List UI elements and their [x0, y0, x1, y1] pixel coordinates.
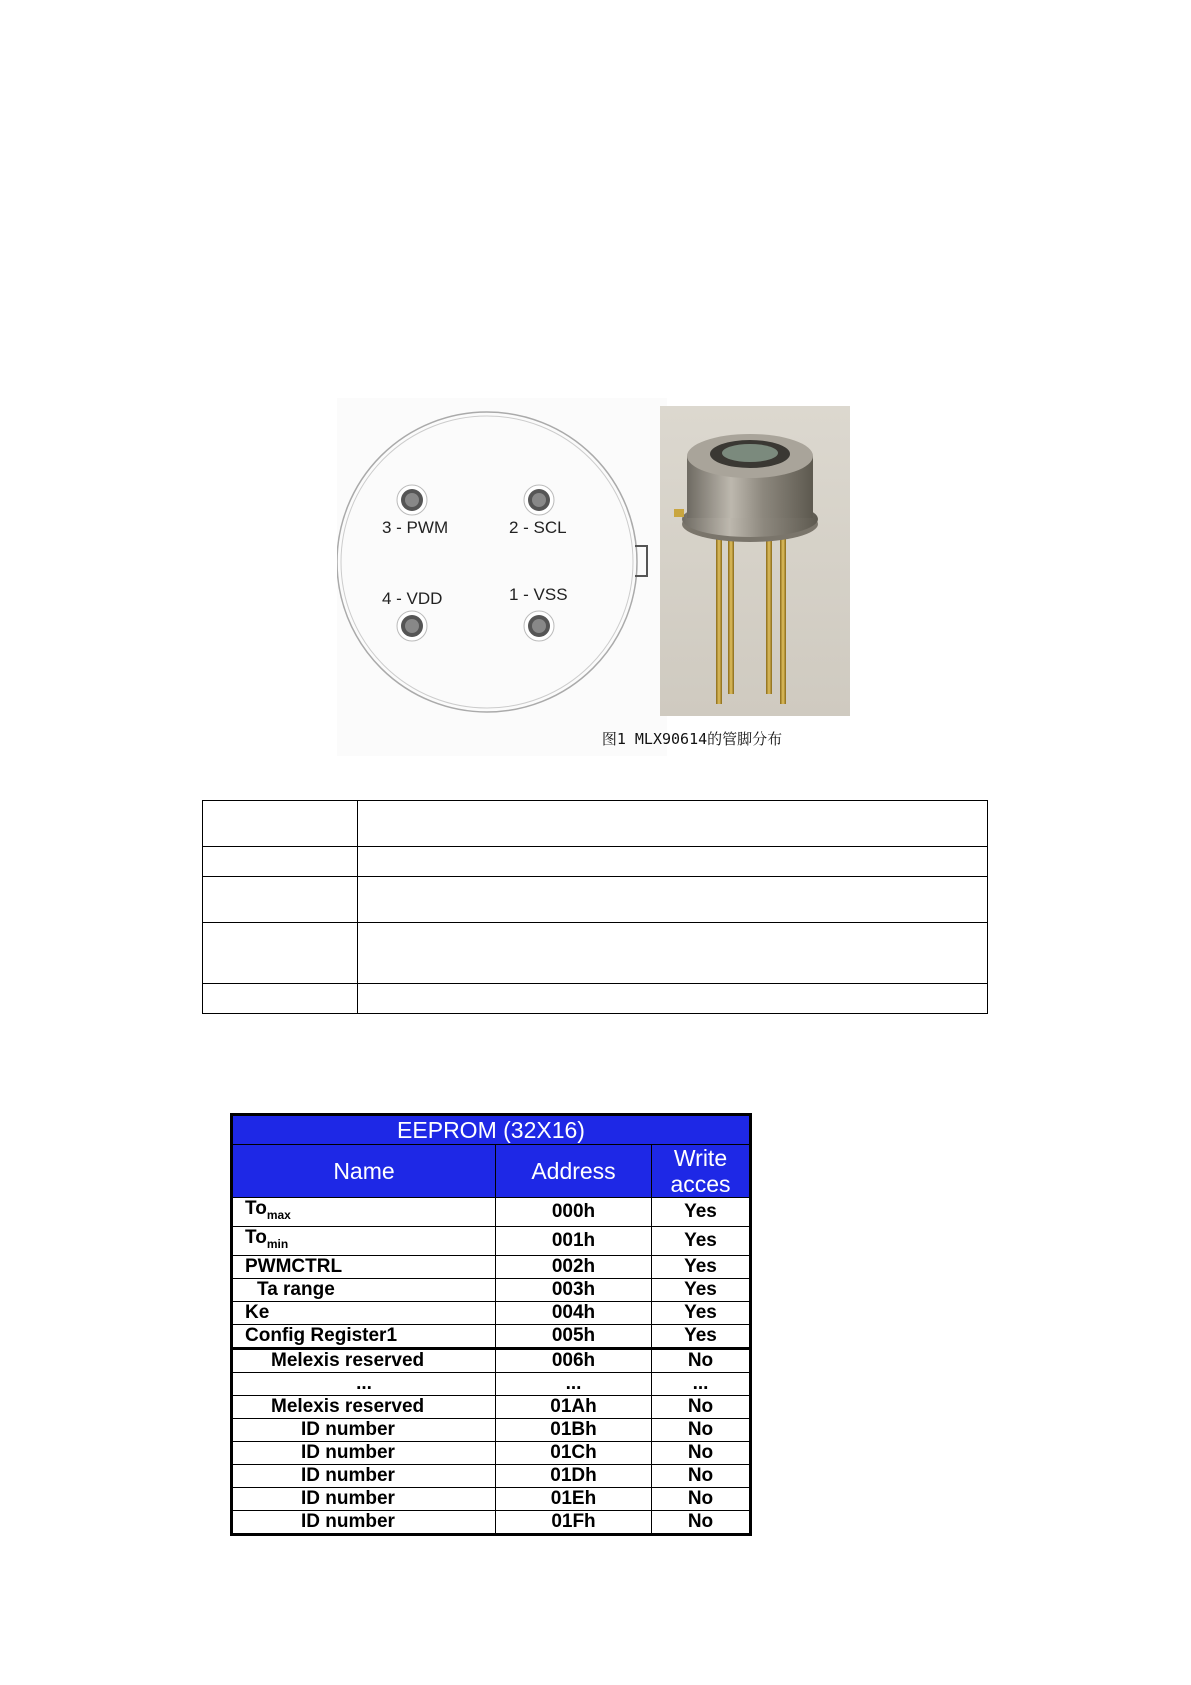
table-row: [232, 1441, 751, 1464]
table-row: [232, 1255, 751, 1278]
row-name: ...: [232, 1372, 496, 1395]
table-row: [232, 1418, 751, 1441]
table-cell: [358, 847, 988, 877]
pin-description-table: [202, 800, 988, 1014]
column-header-name: Name: [232, 1145, 496, 1198]
row-address: 001h: [496, 1226, 652, 1255]
row-name: Ke: [232, 1301, 496, 1324]
row-address: 01Fh: [496, 1510, 652, 1534]
pin-pad-1: [524, 611, 554, 641]
row-address: 004h: [496, 1301, 652, 1324]
row-name: $To_{max}$: [232, 1198, 496, 1227]
row-address: 01Ch: [496, 1441, 652, 1464]
row-address: ...: [496, 1372, 652, 1395]
package-outline-outer: [337, 412, 637, 712]
row-write-access: No: [652, 1487, 751, 1510]
row-write-access: Yes: [652, 1278, 751, 1301]
table-row: [232, 1395, 751, 1418]
table-cell: [358, 801, 988, 847]
row-name: ID number: [232, 1441, 496, 1464]
row-address: 01Bh: [496, 1418, 652, 1441]
pinout-figure: [337, 398, 867, 756]
row-name: PWMCTRL: [232, 1255, 496, 1278]
row-write-access: No: [652, 1348, 751, 1372]
table-row: [232, 1464, 751, 1487]
table-row: [232, 1301, 751, 1324]
row-name: ID number: [232, 1418, 496, 1441]
figure-caption: 图1 MLX90614的管脚分布: [601, 730, 783, 748]
column-header-address: Address: [496, 1145, 652, 1198]
package-outline-inner: [341, 416, 633, 708]
table-row: [232, 1510, 751, 1534]
table-cell: [358, 877, 988, 923]
row-name: Config Register1: [232, 1324, 496, 1348]
row-address: 01Ah: [496, 1395, 652, 1418]
table-cell: [203, 984, 358, 1014]
table-cell: [203, 801, 358, 847]
row-address: 002h: [496, 1255, 652, 1278]
table-row: [232, 1198, 751, 1227]
row-name: $To_{min}$: [232, 1226, 496, 1255]
row-write-access: No: [652, 1441, 751, 1464]
row-write-access: Yes: [652, 1324, 751, 1348]
row-write-access: Yes: [652, 1255, 751, 1278]
row-address: 000h: [496, 1198, 652, 1227]
table-cell: [358, 923, 988, 984]
row-name: ID number: [232, 1487, 496, 1510]
pin-pad-2: [524, 485, 554, 515]
row-write-access: ...: [652, 1372, 751, 1395]
row-write-access: Yes: [652, 1198, 751, 1227]
row-name: ID number: [232, 1510, 496, 1534]
eeprom-table: [230, 1113, 752, 1536]
pin-label-4: 4 - VDD: [382, 589, 443, 608]
row-write-access: Yes: [652, 1226, 751, 1255]
row-address: 01Eh: [496, 1487, 652, 1510]
sensor-photo: [660, 406, 850, 716]
row-write-access: No: [652, 1418, 751, 1441]
table-row: [232, 1372, 751, 1395]
table-row: [232, 1324, 751, 1348]
row-write-access: No: [652, 1464, 751, 1487]
pin-diagram: [337, 398, 667, 756]
row-name: Melexis reserved: [232, 1348, 496, 1372]
table-cell: [203, 923, 358, 984]
row-address: 006h: [496, 1348, 652, 1372]
column-header-write-access: Write acces: [652, 1145, 751, 1198]
table-row: [232, 1487, 751, 1510]
table-row: [232, 1226, 751, 1255]
pin-pad-4: [397, 611, 427, 641]
table-cell: [203, 877, 358, 923]
row-address: 005h: [496, 1324, 652, 1348]
pin-label-1: 1 - VSS: [509, 585, 568, 604]
row-address: 01Dh: [496, 1464, 652, 1487]
row-address: 003h: [496, 1278, 652, 1301]
table-cell: [203, 847, 358, 877]
row-name: Melexis reserved: [232, 1395, 496, 1418]
row-write-access: No: [652, 1510, 751, 1534]
pin-pad-3: [397, 485, 427, 515]
eeprom-title: EEPROM (32X16): [232, 1115, 751, 1145]
pin-label-2: 2 - SCL: [509, 518, 567, 537]
table-cell: [358, 984, 988, 1014]
row-write-access: No: [652, 1395, 751, 1418]
row-write-access: Yes: [652, 1301, 751, 1324]
table-row: [232, 1278, 751, 1301]
pin-label-3: 3 - PWM: [382, 518, 449, 537]
row-name: Ta range: [232, 1278, 496, 1301]
table-row: [232, 1348, 751, 1372]
row-name: ID number: [232, 1464, 496, 1487]
